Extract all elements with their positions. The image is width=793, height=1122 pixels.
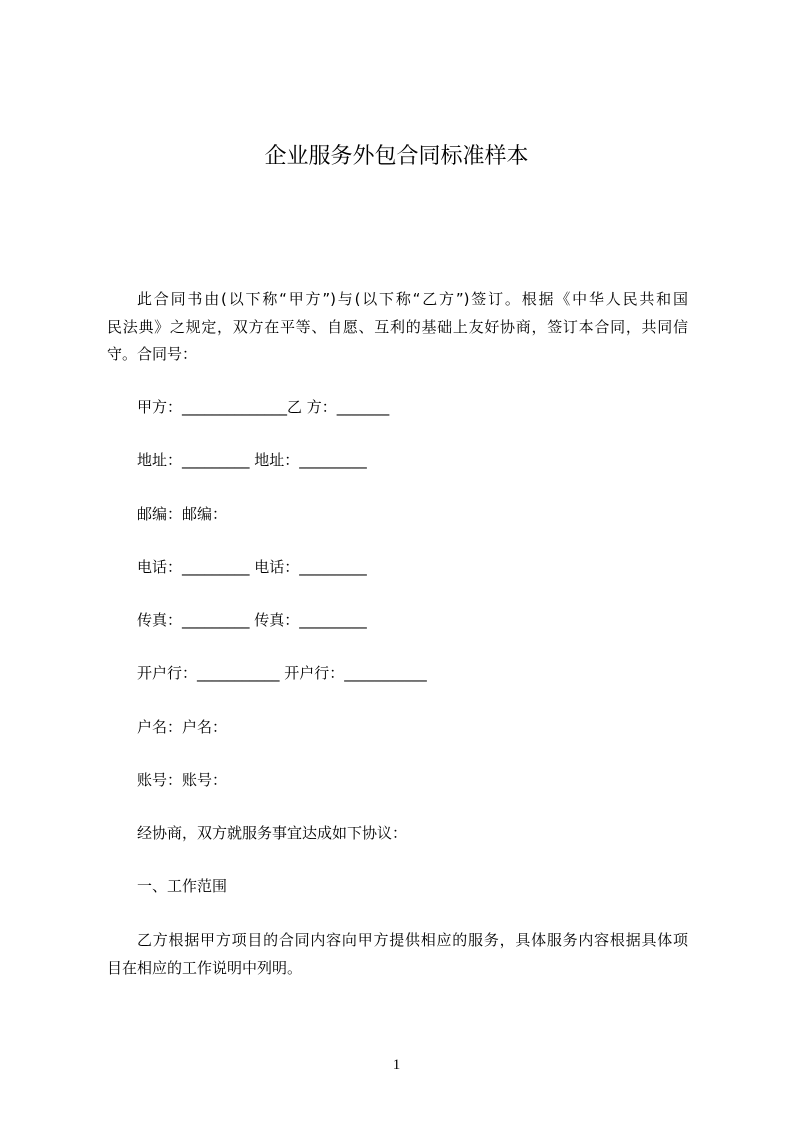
account-name-row: 户名：户名： xyxy=(137,717,228,736)
intro-line: 民法典》之规定，双方在平等、自愿、互利的基础上友好协商，签订本合同，共同信 xyxy=(107,317,688,336)
party-name-row: 甲方：______________乙 方：_______ xyxy=(137,398,390,416)
section-body-line: 乙方根据甲方项目的合同内容向甲方提供相应的服务，具体服务内容根据具体项 xyxy=(137,931,688,949)
agreement-intro: 经协商，双方就服务事宜达成如下协议： xyxy=(137,824,408,842)
section-body-line: 目在相应的工作说明中列明。 xyxy=(107,958,303,977)
page-number: 1 xyxy=(392,1057,401,1073)
postcode-row: 邮编：邮编： xyxy=(137,504,228,523)
intro-paragraph xyxy=(107,286,688,369)
fax-row: 传真：_________ 传真：_________ xyxy=(137,611,367,629)
phone-row: 电话：_________ 电话：_________ xyxy=(137,557,367,576)
section-body xyxy=(107,927,688,982)
section-heading: 一、工作范围 xyxy=(137,877,228,896)
account-number-row: 账号：账号： xyxy=(137,770,228,789)
address-row: 地址：_________ 地址：_________ xyxy=(137,451,367,470)
bank-row: 开户行：___________ 开户行：___________ xyxy=(137,664,427,683)
document-title: 企业服务外包合同标准样本 xyxy=(264,144,529,169)
party-info-fields xyxy=(137,394,688,927)
intro-line: 守。合同号： xyxy=(107,345,198,363)
intro-line: 此合同书由(以下称“甲方”)与(以下称“乙方”)签订。根据《中华人民共和国 xyxy=(137,290,688,308)
